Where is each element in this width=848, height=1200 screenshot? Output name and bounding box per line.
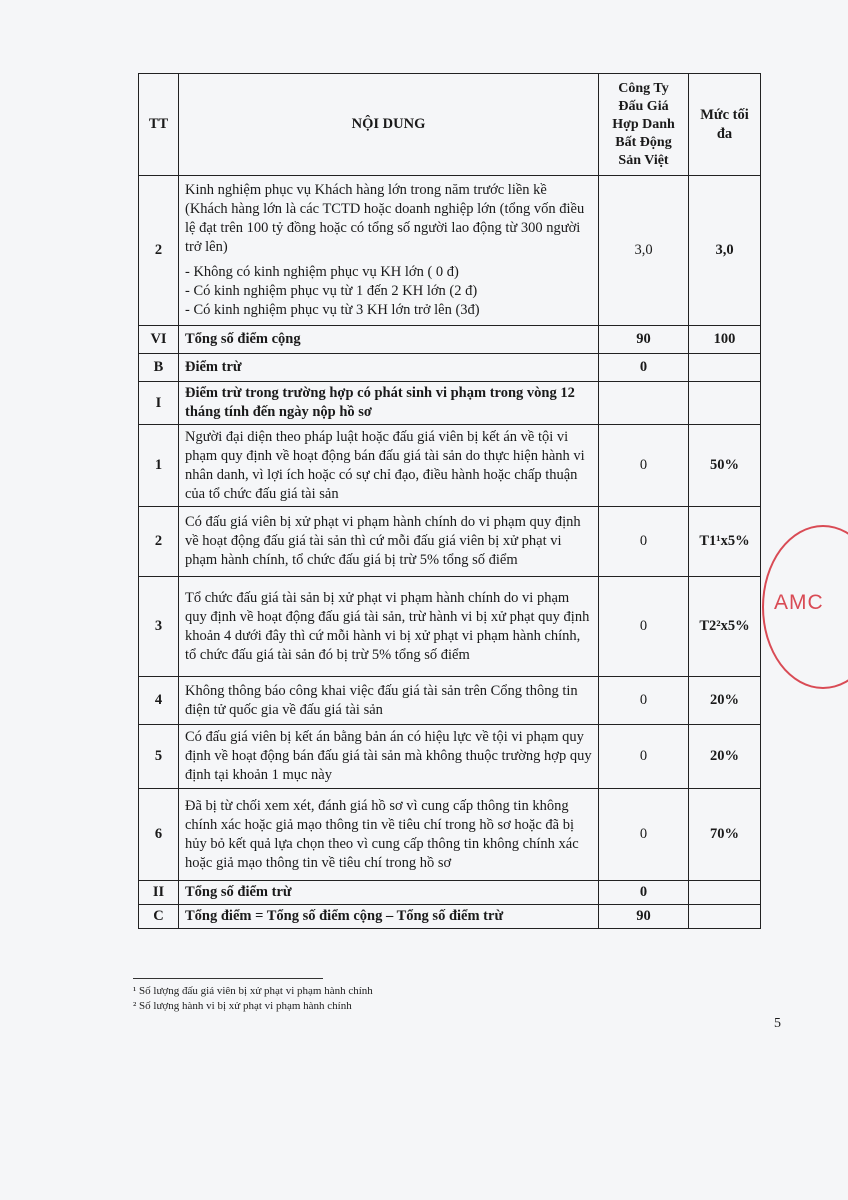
row-max-score: [689, 905, 761, 929]
table-row: [139, 507, 761, 577]
row-company-score: [599, 382, 689, 425]
row-max-score: 20%: [689, 677, 761, 725]
header-content: NỘI DUNG: [179, 74, 599, 176]
row-company-score: 0: [599, 577, 689, 677]
row-max-score: 50%: [689, 425, 761, 507]
row-number: 1: [139, 425, 179, 507]
row-number: C: [139, 905, 179, 929]
row-number: II: [139, 881, 179, 905]
row-max-score: [689, 354, 761, 382]
header-company: Công Ty Đấu Giá Hợp Danh Bất Động Sản Việt: [599, 74, 689, 176]
content-line: Tổng số điểm trừ: [185, 884, 292, 900]
content-line: Người đại diện theo pháp luật hoặc đấu giá viên bị kết án về tội vi phạm quy định về hoạt động bán đấu giá tài sản do thực hiện hành vi nhân danh, vì lợi ích hoặc có sự chỉ đạo, điều hành hoặc chấp thuận của tổ chức đấu giá tài sản: [185, 428, 585, 502]
row-company-score: 0: [599, 725, 689, 789]
row-content: [179, 725, 599, 789]
table-row: [139, 176, 761, 326]
footnotes: [133, 984, 373, 1014]
row-max-score: 70%: [689, 789, 761, 881]
content-line: Đã bị từ chối xem xét, đánh giá hồ sơ vì cung cấp thông tin không chính xác hoặc giả mạo thông tin về tiêu chí trong hồ sơ hoặc đã bị hủy bỏ kết quả lựa chọn theo vì cung cấp thông tin không chính xác hoặc giả mạo thông tin về tiêu chí trong hồ sơ: [185, 797, 579, 871]
table-body: [139, 176, 761, 929]
content-line: Tổng số điểm cộng: [185, 331, 301, 347]
row-max-score: 3,0: [689, 176, 761, 326]
page-number: 5: [774, 1016, 781, 1031]
row-number: 4: [139, 677, 179, 725]
row-company-score: 3,0: [599, 176, 689, 326]
footnote-1: ¹ Số lượng đấu giá viên bị xử phạt vi phạm hành chính: [133, 985, 373, 997]
content-line: - Có kinh nghiệm phục vụ từ 1 đến 2 KH lớn (2 đ): [185, 283, 478, 299]
row-number: I: [139, 382, 179, 425]
row-max-score: [689, 881, 761, 905]
row-number: 5: [139, 725, 179, 789]
content-line: Điểm trừ trong trường hợp có phát sinh vi phạm trong vòng 12 tháng tính đến ngày nộp hồ sơ: [185, 385, 575, 420]
table-row: [139, 789, 761, 881]
score-table: [138, 73, 761, 929]
row-max-score: 100: [689, 326, 761, 354]
table-row: [139, 577, 761, 677]
row-number: 2: [139, 507, 179, 577]
row-number: VI: [139, 326, 179, 354]
table-header-row: [139, 74, 761, 176]
table-row: [139, 425, 761, 507]
row-max-score: T1¹x5%: [689, 507, 761, 577]
table-row: [139, 905, 761, 929]
row-company-score: 90: [599, 905, 689, 929]
table-row: [139, 677, 761, 725]
table-row: [139, 326, 761, 354]
header-max: Mức tối đa: [689, 74, 761, 176]
row-content: [179, 176, 599, 326]
row-number: B: [139, 354, 179, 382]
row-number: 6: [139, 789, 179, 881]
content-line: - Có kinh nghiệm phục vụ từ 3 KH lớn trở lên (3đ): [185, 302, 480, 318]
row-content: [179, 354, 599, 382]
company-seal-stamp: [762, 525, 848, 689]
content-line: Kinh nghiệm phục vụ Khách hàng lớn trong năm trước liền kề (Khách hàng lớn là các TCTD hoặc doanh nghiệp lớn (tổng vốn điều lệ đạt trên 100 tỷ đồng hoặc có tổng số người lao động từ 300 người trở lên): [185, 182, 585, 255]
row-content: [179, 577, 599, 677]
row-company-score: 0: [599, 425, 689, 507]
footnote-2: ² Số lượng hành vi bị xử phạt vi phạm hành chính: [133, 1000, 352, 1012]
row-content: [179, 326, 599, 354]
stamp-text: AMC: [774, 591, 824, 614]
header-tt: TT: [139, 74, 179, 176]
row-company-score: 0: [599, 354, 689, 382]
row-company-score: 0: [599, 881, 689, 905]
row-company-score: 90: [599, 326, 689, 354]
row-content: [179, 425, 599, 507]
row-number: 3: [139, 577, 179, 677]
row-content: [179, 677, 599, 725]
table-row: [139, 382, 761, 425]
footnote-divider: [133, 978, 323, 979]
row-content: [179, 881, 599, 905]
content-line: Tổng điểm = Tổng số điểm cộng – Tổng số điểm trừ: [185, 908, 504, 924]
row-number: 2: [139, 176, 179, 326]
row-content: [179, 507, 599, 577]
row-company-score: 0: [599, 507, 689, 577]
table-row: [139, 881, 761, 905]
content-line: Điểm trừ: [185, 359, 242, 375]
row-max-score: 20%: [689, 725, 761, 789]
content-line: - Không có kinh nghiệm phục vụ KH lớn ( 0 đ): [185, 264, 459, 280]
content-line: Có đấu giá viên bị kết án bằng bản án có hiệu lực về tội vi phạm quy định về hoạt động bán đấu giá tài sản mà không thuộc trường hợp quy định tại khoản 1 mục này: [185, 729, 592, 783]
row-max-score: [689, 382, 761, 425]
table-row: [139, 354, 761, 382]
row-company-score: 0: [599, 789, 689, 881]
row-max-score: T2²x5%: [689, 577, 761, 677]
content-line: Không thông báo công khai việc đấu giá tài sản trên Cổng thông tin điện tử quốc gia về đấu giá tài sản: [185, 682, 578, 718]
row-company-score: 0: [599, 677, 689, 725]
row-content: [179, 789, 599, 881]
row-content: [179, 382, 599, 425]
content-line: Tổ chức đấu giá tài sản bị xử phạt vi phạm hành chính do vi phạm quy định về hoạt động đấu giá tài sản, trừ hành vi bị xử phạt quy định khoản 4 dưới đây thì cứ mỗi hành vi bị xử phạt vi phạm hành chính, tổ chức đấu giá tài sản đó bị trừ 5% tổng số điểm: [185, 589, 590, 663]
content-line: Có đấu giá viên bị xử phạt vi phạm hành chính do vi phạm quy định về hoạt động đấu giá tài sản thì cứ mỗi đấu giá viên bị xử phạt vi phạm hành chính, tổ chức đấu giá bị trừ 5% tổng số điểm: [185, 514, 581, 568]
table-row: [139, 725, 761, 789]
row-content: [179, 905, 599, 929]
